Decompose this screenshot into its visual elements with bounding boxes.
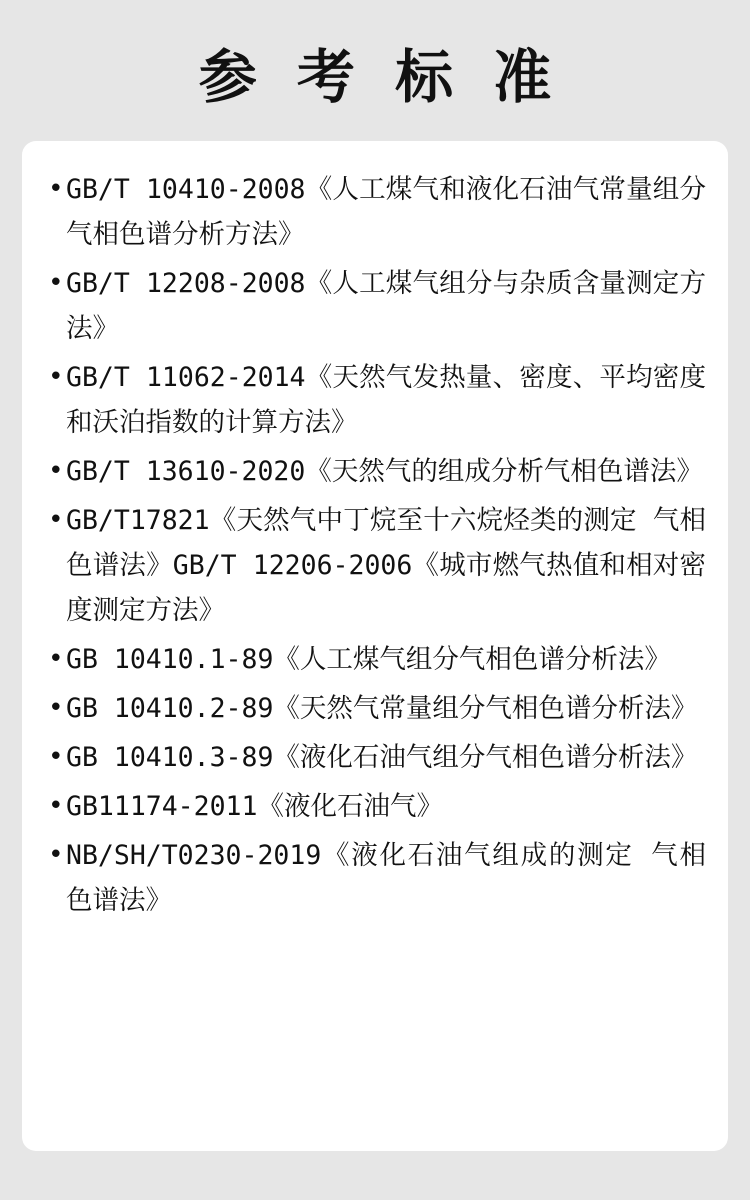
list-item: • GB/T 12208-2008《人工煤气组分与杂质含量测定方法》 [44,261,706,351]
list-item: • GB/T 11062-2014《天然气发热量、密度、平均密度和沃泊指数的计算方法》 [44,355,706,445]
list-item: • GB/T17821《天然气中丁烷至十六烷烃类的测定 气相色谱法》GB/T 12206-2006《城市燃气热值和相对密度测定方法》 [44,498,706,633]
list-item: • NB/SH/T0230-2019《液化石油气组成的测定 气相色谱法》 [44,833,706,923]
list-item: • GB 10410.3-89《液化石油气组分气相色谱分析法》 [44,735,706,780]
standards-list [44,167,706,923]
list-item: • GB11174-2011《液化石油气》 [44,784,706,829]
page-title: 参 考 标 准 [198,43,562,111]
list-item: • GB/T 10410-2008《人工煤气和液化石油气常量组分气相色谱分析方法》 [44,167,706,257]
standards-card [22,141,728,1151]
list-item: • GB 10410.2-89《天然气常量组分气相色谱分析法》 [44,686,706,731]
list-item: • GB 10410.1-89《人工煤气组分气相色谱分析法》 [44,637,706,682]
list-item: • GB/T 13610-2020《天然气的组成分析气相色谱法》 [44,449,706,494]
